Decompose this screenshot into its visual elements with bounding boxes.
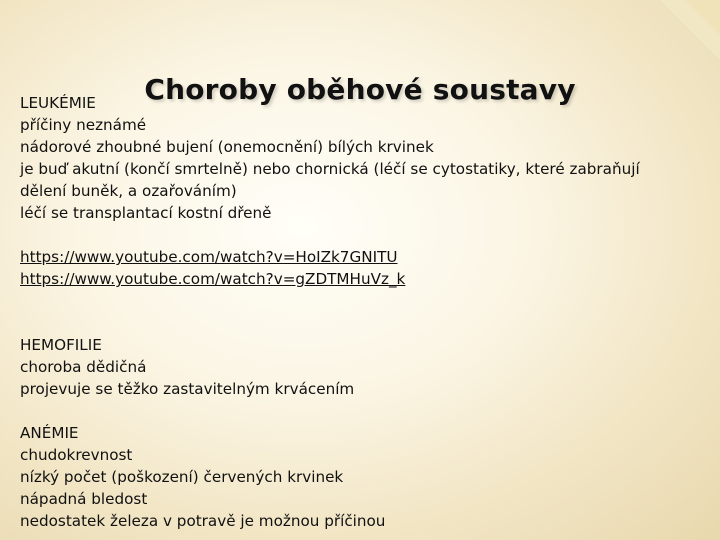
spacer	[20, 224, 700, 246]
leukemie-line: je buď akutní (končí smrtelně) nebo chornická (léčí se cytostatiky, které zabraňují	[20, 160, 640, 178]
section-hemofilie	[20, 334, 700, 400]
anemie-line: nedostatek železa v potravě je možnou příčinou	[20, 512, 386, 530]
slide-content	[20, 92, 700, 532]
anemie-line: chudokrevnost	[20, 446, 133, 464]
leukemie-line: nádorové zhoubné bujení (onemocnění) bílých krvinek	[20, 138, 434, 156]
leukemie-line: léčí se transplantací kostní dřeně	[20, 204, 272, 222]
leukemie-line: příčiny neznámé	[20, 116, 147, 134]
section-anemie	[20, 422, 700, 532]
anemie-line: nízký počet (poškození) červených krvinek	[20, 468, 344, 486]
corner-triangle-graphic	[630, 0, 720, 60]
video-links	[20, 246, 700, 290]
anemie-line: nápadná bledost	[20, 490, 148, 508]
corner-decoration	[630, 0, 720, 60]
hemofilie-line: choroba dědičná	[20, 358, 147, 376]
youtube-link-1[interactable]: https://www.youtube.com/watch?v=HoIZk7GNITU	[20, 248, 398, 266]
spacer	[20, 400, 700, 422]
slide-title: Choroby oběhové soustavy	[144, 72, 576, 106]
spacer	[20, 290, 700, 334]
leukemie-line: dělení buněk, a ozařováním)	[20, 182, 237, 200]
section-leukemie	[20, 92, 700, 224]
section-heading-leukemie: LEUKÉMIE	[20, 94, 96, 112]
section-heading-anemie: ANÉMIE	[20, 424, 79, 442]
youtube-link-2[interactable]: https://www.youtube.com/watch?v=gZDTMHuVz_k	[20, 270, 406, 288]
section-heading-hemofilie: HEMOFILIE	[20, 336, 102, 354]
hemofilie-line: projevuje se těžko zastavitelným krvácením	[20, 380, 355, 398]
